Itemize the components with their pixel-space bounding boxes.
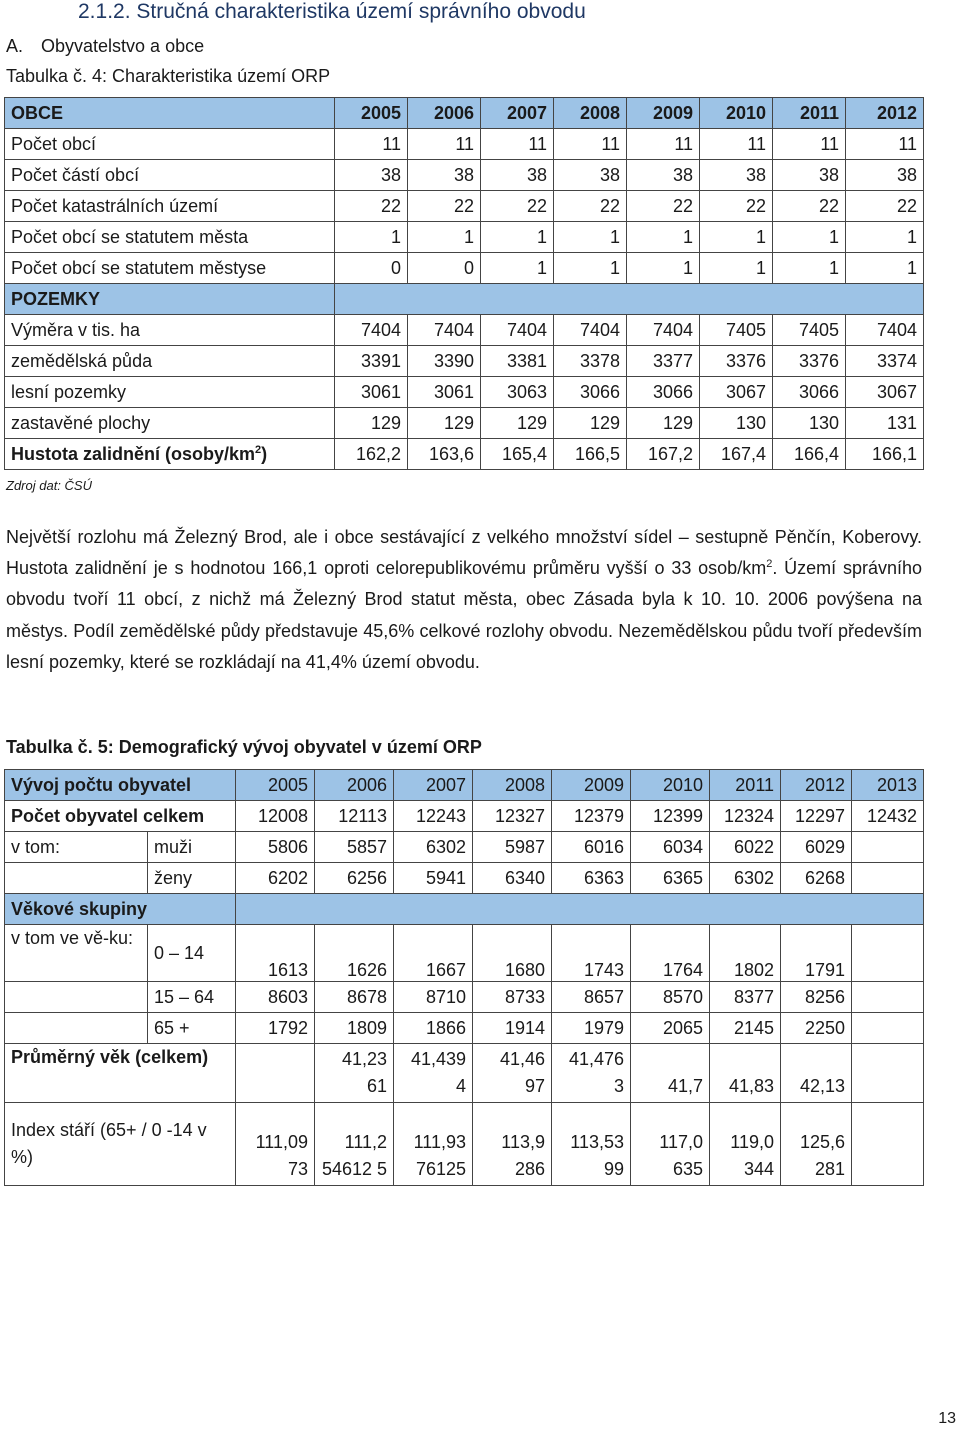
value-cell: 111,93 76125: [394, 1103, 473, 1186]
row-label: zemědělská půda: [5, 346, 335, 377]
value-cell: 3067: [700, 377, 773, 408]
value-cell: 12399: [631, 801, 710, 832]
value-cell: 1: [554, 253, 627, 284]
year-cell: 2006: [315, 770, 394, 801]
row-label: Počet částí obcí: [5, 160, 335, 191]
value-cell: 111,09 73: [236, 1103, 315, 1186]
value-cell: 3376: [773, 346, 846, 377]
table2-caption: Tabulka č. 5: Demografický vývoj obyvatel v území ORP: [6, 737, 482, 757]
avg-age-label: Průměrný věk (celkem): [5, 1044, 236, 1103]
table1-caption: Tabulka č. 4: Charakteristika území ORP: [6, 66, 331, 86]
value-cell: 6022: [710, 832, 781, 863]
value-cell: 1667: [394, 925, 473, 982]
value-cell: 113,9 286: [473, 1103, 552, 1186]
subsection-heading: A. Obyvatelstvo a obce: [6, 36, 205, 56]
table-row: [5, 377, 924, 408]
value-cell: 3381: [481, 346, 554, 377]
header-cell: 2007: [481, 98, 554, 129]
body-paragraph: Největší rozlohu má Železný Brod, ale i obce sestávající z velkého množství sídel – sestupně Pěnčín, Koberovy. Hustota zalidnění je s hodnotou 166,1 oproti celorepublikovému průměru vyšší o 33 osob/$km^2$. Území správního obvodu tvoří 11 obcí, z nichž má Železný Brod statut města, obec Zásada byla k 10. 10. 2006 povýšena na městys. Podíl zemědělské půdy představuje 45,6% celkové rozlohy obvodu. Nezemědělskou půdu tvoří především lesní pozemky, které se rozkládají na 41,4% území obvodu.: [6, 527, 922, 672]
value-cell: [852, 832, 924, 863]
territory-table: [4, 97, 924, 470]
value-cell: 6340: [473, 863, 552, 894]
value-cell: [852, 982, 924, 1013]
value-cell: 11: [554, 129, 627, 160]
table-row: [5, 408, 924, 439]
value-cell: 22: [554, 191, 627, 222]
density-cell: 166,4: [773, 439, 846, 470]
value-cell: 129: [481, 408, 554, 439]
value-cell: 1792: [236, 1013, 315, 1044]
value-cell: 1: [627, 222, 700, 253]
page-number: 13: [938, 1410, 956, 1427]
value-cell: 2250: [781, 1013, 852, 1044]
value-cell: [852, 863, 924, 894]
row-label: zastavěné plochy: [5, 408, 335, 439]
value-cell: 2065: [631, 1013, 710, 1044]
value-cell: [852, 925, 924, 982]
header-cell: 2006: [408, 98, 481, 129]
value-cell: 1: [700, 222, 773, 253]
row-label: Počet katastrálních území: [5, 191, 335, 222]
value-cell: 6268: [781, 863, 852, 894]
empty-cell: [5, 982, 148, 1013]
value-cell: 1: [481, 222, 554, 253]
value-cell: 8733: [473, 982, 552, 1013]
data-source-note: Zdroj dat: ČSÚ: [6, 478, 92, 493]
empty-cell: [5, 863, 148, 894]
header-cell: 2008: [554, 98, 627, 129]
value-cell: 1914: [473, 1013, 552, 1044]
value-cell: 1809: [315, 1013, 394, 1044]
value-cell: 22: [627, 191, 700, 222]
value-cell: 2145: [710, 1013, 781, 1044]
value-cell: 6365: [631, 863, 710, 894]
year-cell: 2010: [631, 770, 710, 801]
row-label: Výměra v tis. ha: [5, 315, 335, 346]
table-row: [5, 346, 924, 377]
value-cell: 41,83: [710, 1044, 781, 1103]
header-cell: 2009: [627, 98, 700, 129]
value-cell: 1: [846, 222, 924, 253]
value-cell: 111,2 54612 5: [315, 1103, 394, 1186]
table1-header-row: [5, 98, 924, 129]
row-label: lesní pozemky: [5, 377, 335, 408]
value-cell: 7404: [627, 315, 700, 346]
age-0-14-label: 0 – 14: [148, 925, 236, 982]
value-cell: 41,439 4: [394, 1044, 473, 1103]
value-cell: 12008: [236, 801, 315, 832]
empty-cell: [236, 894, 924, 925]
value-cell: 119,0 344: [710, 1103, 781, 1186]
value-cell: 131: [846, 408, 924, 439]
row-label: Počet obcí se statutem města: [5, 222, 335, 253]
value-cell: 1626: [315, 925, 394, 982]
total-row: [5, 801, 924, 832]
value-cell: 6034: [631, 832, 710, 863]
table-row: [5, 315, 924, 346]
value-cell: 8710: [394, 982, 473, 1013]
value-cell: 5806: [236, 832, 315, 863]
value-cell: 22: [481, 191, 554, 222]
value-cell: 12324: [710, 801, 781, 832]
value-cell: 22: [846, 191, 924, 222]
value-cell: 8256: [781, 982, 852, 1013]
age-15-64-label: 15 – 64: [148, 982, 236, 1013]
year-cell: 2008: [473, 770, 552, 801]
header-cell: 2011: [773, 98, 846, 129]
value-cell: 1680: [473, 925, 552, 982]
value-cell: 3061: [335, 377, 408, 408]
value-cell: 7404: [408, 315, 481, 346]
row-label: Počet obcí: [5, 129, 335, 160]
value-cell: 0: [335, 253, 408, 284]
value-cell: 8603: [236, 982, 315, 1013]
value-cell: 6029: [781, 832, 852, 863]
value-cell: 11: [846, 129, 924, 160]
value-cell: 22: [335, 191, 408, 222]
total-label: Počet obyvatel celkem: [5, 801, 236, 832]
value-cell: 11: [408, 129, 481, 160]
year-cell: 2011: [710, 770, 781, 801]
value-cell: 12113: [315, 801, 394, 832]
age-0-14-row: [5, 925, 924, 982]
muzi-label: muži: [148, 832, 236, 863]
value-cell: 3066: [554, 377, 627, 408]
value-cell: 1: [773, 222, 846, 253]
value-cell: 3374: [846, 346, 924, 377]
value-cell: 7405: [700, 315, 773, 346]
value-cell: 7404: [554, 315, 627, 346]
value-cell: 3066: [627, 377, 700, 408]
value-cell: 1802: [710, 925, 781, 982]
vtom-veku-label: v tom ve vě-ku:: [5, 925, 148, 982]
value-cell: 6256: [315, 863, 394, 894]
value-cell: 3378: [554, 346, 627, 377]
age-groups-row: [5, 894, 924, 925]
value-cell: 3377: [627, 346, 700, 377]
density-row: [5, 439, 924, 470]
table-row: [5, 191, 924, 222]
value-cell: 22: [408, 191, 481, 222]
value-cell: 5857: [315, 832, 394, 863]
value-cell: 11: [700, 129, 773, 160]
density-cell: 165,4: [481, 439, 554, 470]
table-row: [5, 253, 924, 284]
value-cell: 1866: [394, 1013, 473, 1044]
value-cell: 38: [554, 160, 627, 191]
year-cell: 2009: [552, 770, 631, 801]
density-cell: 163,6: [408, 439, 481, 470]
header-label: Vývoj počtu obyvatel: [5, 770, 236, 801]
value-cell: 11: [335, 129, 408, 160]
value-cell: [852, 1103, 924, 1186]
value-cell: 7405: [773, 315, 846, 346]
value-cell: 130: [773, 408, 846, 439]
year-cell: 2005: [236, 770, 315, 801]
value-cell: 38: [408, 160, 481, 191]
header-cell: OBCE: [5, 98, 335, 129]
value-cell: 11: [627, 129, 700, 160]
value-cell: 38: [773, 160, 846, 191]
value-cell: 6363: [552, 863, 631, 894]
value-cell: 12297: [781, 801, 852, 832]
value-cell: 6202: [236, 863, 315, 894]
density-cell: 166,1: [846, 439, 924, 470]
value-cell: 6302: [710, 863, 781, 894]
value-cell: 12243: [394, 801, 473, 832]
pozemky-header-row: [5, 284, 924, 315]
value-cell: 6016: [552, 832, 631, 863]
value-cell: 38: [627, 160, 700, 191]
age-15-64-row: [5, 982, 924, 1013]
year-cell: 2007: [394, 770, 473, 801]
value-cell: 8377: [710, 982, 781, 1013]
value-cell: 3067: [846, 377, 924, 408]
empty-cell: [335, 284, 924, 315]
age-65-row: [5, 1013, 924, 1044]
value-cell: 1: [554, 222, 627, 253]
value-cell: 38: [700, 160, 773, 191]
avg-age-row: [5, 1044, 924, 1103]
density-cell: 162,2: [335, 439, 408, 470]
value-cell: 41,23 61: [315, 1044, 394, 1103]
pozemky-label: POZEMKY: [5, 284, 335, 315]
value-cell: 1791: [781, 925, 852, 982]
value-cell: 1: [700, 253, 773, 284]
value-cell: [236, 1044, 315, 1103]
value-cell: 8570: [631, 982, 710, 1013]
value-cell: 3391: [335, 346, 408, 377]
value-cell: [852, 1044, 924, 1103]
header-cell: 2012: [846, 98, 924, 129]
aging-index-label: Index stáří (65+ / 0 -14 v %): [5, 1103, 236, 1186]
value-cell: 41,46 97: [473, 1044, 552, 1103]
row-label: Počet obcí se statutem městyse: [5, 253, 335, 284]
muzi-row: [5, 832, 924, 863]
zeny-label: ženy: [148, 863, 236, 894]
value-cell: 7404: [335, 315, 408, 346]
value-cell: 8657: [552, 982, 631, 1013]
value-cell: 38: [335, 160, 408, 191]
value-cell: 5941: [394, 863, 473, 894]
value-cell: 129: [335, 408, 408, 439]
value-cell: 3390: [408, 346, 481, 377]
value-cell: 11: [773, 129, 846, 160]
vtom-label: v tom:: [5, 832, 148, 863]
value-cell: 38: [481, 160, 554, 191]
table2-header-row: [5, 770, 924, 801]
year-cell: 2013: [852, 770, 924, 801]
value-cell: 129: [627, 408, 700, 439]
value-cell: 22: [700, 191, 773, 222]
age-65-label: 65 +: [148, 1013, 236, 1044]
value-cell: 1979: [552, 1013, 631, 1044]
value-cell: 8678: [315, 982, 394, 1013]
value-cell: 11: [481, 129, 554, 160]
value-cell: 1: [408, 222, 481, 253]
value-cell: 41,7: [631, 1044, 710, 1103]
empty-cell: [5, 1013, 148, 1044]
value-cell: 7404: [481, 315, 554, 346]
zeny-row: [5, 863, 924, 894]
density-cell: 167,4: [700, 439, 773, 470]
value-cell: 1: [481, 253, 554, 284]
value-cell: 3376: [700, 346, 773, 377]
demographic-table: [4, 769, 924, 1186]
value-cell: 1613: [236, 925, 315, 982]
value-cell: 1: [773, 253, 846, 284]
table-row: [5, 222, 924, 253]
value-cell: 3061: [408, 377, 481, 408]
value-cell: 1: [846, 253, 924, 284]
value-cell: 129: [554, 408, 627, 439]
section-heading: 2.1.2. Stručná charakteristika území správního obvodu: [78, 0, 586, 23]
value-cell: 22: [773, 191, 846, 222]
value-cell: 38: [846, 160, 924, 191]
value-cell: 42,13: [781, 1044, 852, 1103]
density-label: Hustota zalidnění $(osoby/km^2)$: [5, 439, 335, 470]
value-cell: 12379: [552, 801, 631, 832]
density-cell: 167,2: [627, 439, 700, 470]
value-cell: 5987: [473, 832, 552, 863]
value-cell: 129: [408, 408, 481, 439]
year-cell: 2012: [781, 770, 852, 801]
value-cell: 113,53 99: [552, 1103, 631, 1186]
density-cell: 166,5: [554, 439, 627, 470]
table-row: [5, 129, 924, 160]
header-cell: 2005: [335, 98, 408, 129]
table-row: [5, 160, 924, 191]
age-groups-label: Věkové skupiny: [5, 894, 236, 925]
value-cell: 117,0 635: [631, 1103, 710, 1186]
value-cell: 12327: [473, 801, 552, 832]
value-cell: 125,6 281: [781, 1103, 852, 1186]
value-cell: 130: [700, 408, 773, 439]
value-cell: 12432: [852, 801, 924, 832]
value-cell: 6302: [394, 832, 473, 863]
value-cell: 7404: [846, 315, 924, 346]
value-cell: 41,476 3: [552, 1044, 631, 1103]
value-cell: 0: [408, 253, 481, 284]
value-cell: [852, 1013, 924, 1044]
header-cell: 2010: [700, 98, 773, 129]
value-cell: 1743: [552, 925, 631, 982]
value-cell: 1764: [631, 925, 710, 982]
value-cell: 3063: [481, 377, 554, 408]
aging-index-row: [5, 1103, 924, 1186]
value-cell: 3066: [773, 377, 846, 408]
value-cell: 1: [335, 222, 408, 253]
value-cell: 1: [627, 253, 700, 284]
